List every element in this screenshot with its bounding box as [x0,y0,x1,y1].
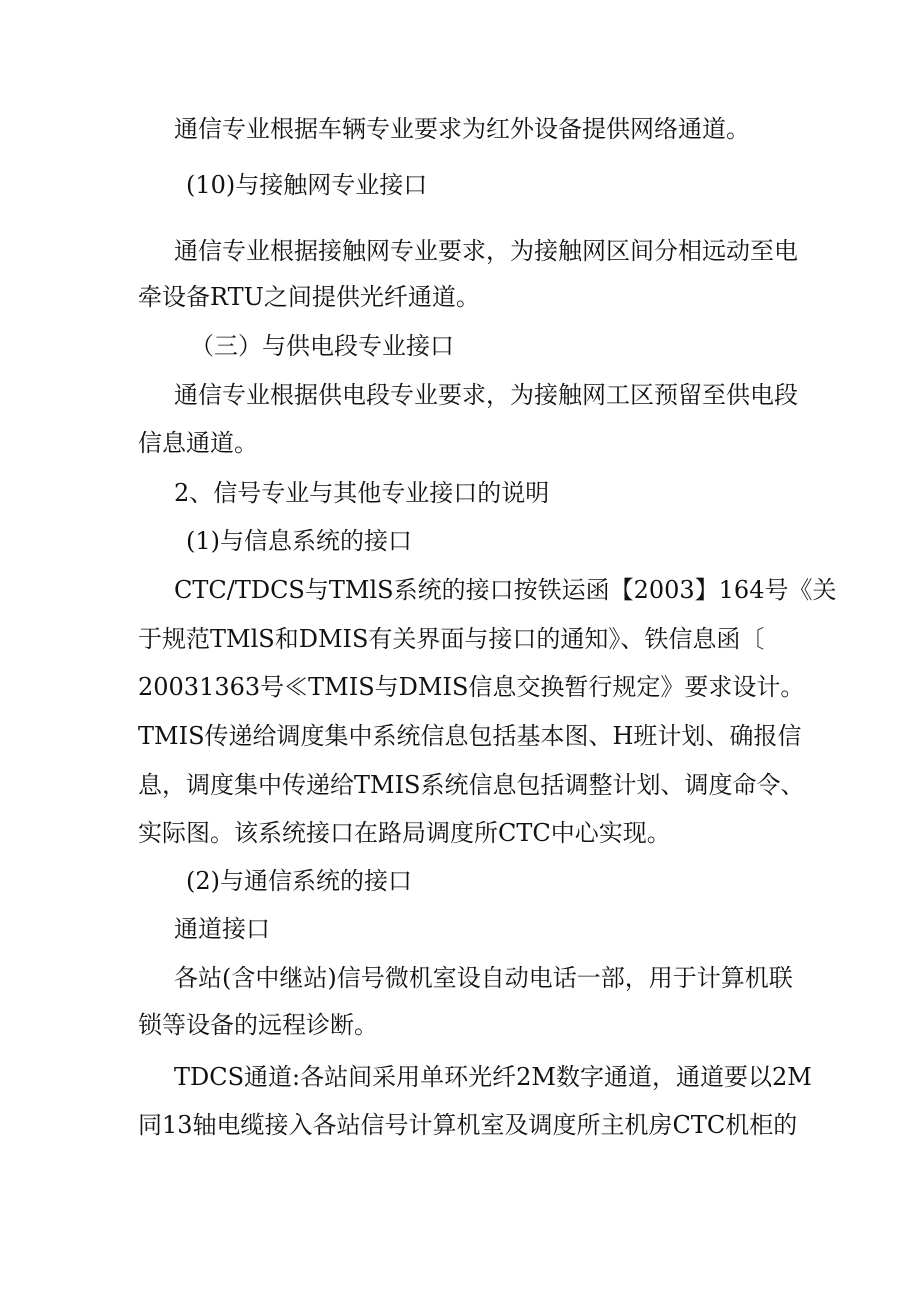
paragraph-line: TMIS传递给调度集中系统信息包括基本图、H班计划、确报信 [138,722,802,750]
section-heading: （三）与供电段专业接口 [190,332,454,360]
paragraph-line: 信息通道。 [138,429,258,457]
paragraph-line: 实际图。该系统接口在路局调度所CTC中心实现。 [138,819,671,847]
paragraph-line: 牵设备RTU之间提供光纤通道。 [138,283,480,311]
section-heading: (1)与信息系统的接口 [186,527,412,555]
section-heading: (2)与通信系统的接口 [186,867,412,895]
section-heading: (10)与接触网专业接口 [186,171,428,199]
paragraph-line: 通信专业根据供电段专业要求，为接触网工区预留至供电段 [174,381,798,409]
paragraph-line: 通信专业根据接触网专业要求，为接触网区间分相远动至电 [174,237,798,265]
paragraph-line: 各站(含中继站)信号微机室设自动电话一部，用于计算机联 [174,964,793,992]
paragraph-line: 锁等设备的远程诊断。 [138,1011,378,1039]
section-heading: 2、信号专业与其他专业接口的说明 [174,479,550,507]
paragraph-line: 通信专业根据车辆专业要求为红外设备提供网络通道。 [174,115,750,143]
paragraph-line: 息，调度集中传递给TMIS系统信息包括调整计划、调度命令、 [138,771,805,799]
paragraph-line: 20031363号≪TMIS与DMIS信息交换暂行规定》要求设计。 [138,673,805,701]
paragraph-line: 通道接口 [174,915,270,943]
paragraph-line: 同13轴电缆接入各站信号计算机室及调度所主机房CTC机柜的 [138,1111,798,1139]
paragraph-line: 于规范TMlS和DMIS有关界面与接口的通知》、铁信息函〔 [138,625,765,653]
paragraph-line: TDCS通道:各站间采用单环光纤2M数字通道，通道要以2M [174,1063,812,1091]
paragraph-line: CTC/TDCS与TMlS系统的接口按铁运函【2003】164号《关 [174,576,837,604]
